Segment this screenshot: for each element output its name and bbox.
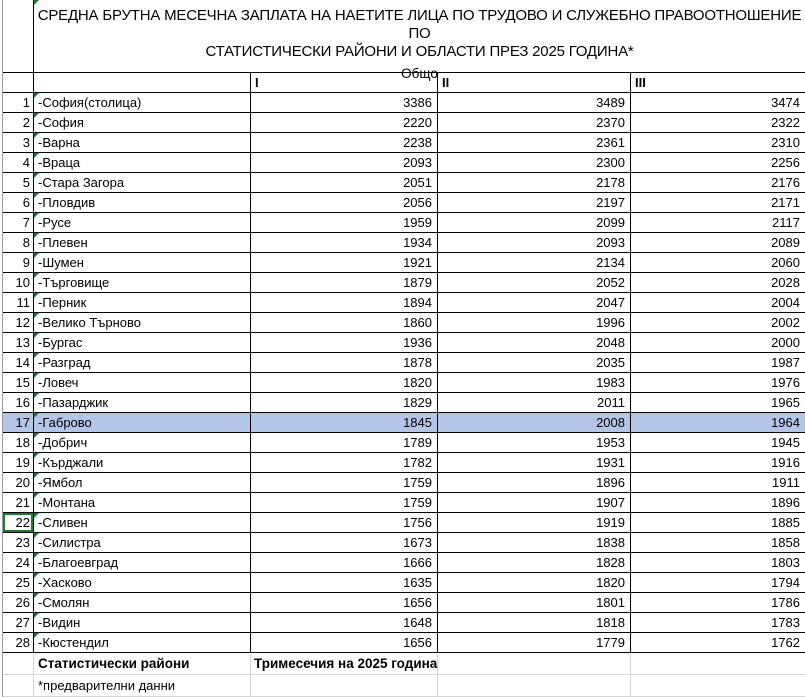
error-indicator-icon [34, 173, 39, 178]
table-row [3, 213, 805, 233]
error-indicator-icon [34, 493, 39, 498]
row-number-cell[interactable]: 5 [3, 173, 34, 193]
region-name: -Добрич [38, 435, 88, 450]
region-name: -Силистра [38, 535, 101, 550]
value-q3-cell[interactable]: 1916 [631, 453, 805, 473]
value-q1-cell[interactable]: 1759 [251, 493, 438, 513]
error-indicator-icon [34, 553, 39, 558]
region-name: -Търговище [38, 275, 110, 290]
region-name-cell[interactable] [34, 573, 251, 593]
note-empty-cell-2[interactable] [438, 675, 631, 697]
region-name: -Варна [38, 135, 80, 150]
table-row [3, 233, 805, 253]
column-header-I[interactable]: I [251, 73, 438, 93]
value-q3-cell[interactable]: 1885 [631, 513, 805, 533]
region-name-cell[interactable] [34, 93, 251, 113]
value-q3-cell[interactable]: 2176 [631, 173, 805, 193]
table-row [3, 433, 805, 453]
value-q1-cell[interactable]: 2056 [251, 193, 438, 213]
table-row [3, 473, 805, 493]
region-name-cell[interactable] [34, 353, 251, 373]
row-number-cell[interactable]: 2 [3, 113, 34, 133]
value-q1-cell[interactable]: 1894 [251, 293, 438, 313]
table-row [3, 113, 805, 133]
table-row [3, 173, 805, 193]
region-name: -Смолян [38, 595, 90, 610]
title-gutter-cell[interactable] [3, 0, 34, 72]
region-name: -Перник [38, 295, 87, 310]
value-q1-cell[interactable]: 1860 [251, 313, 438, 333]
row-number-cell[interactable]: 23 [3, 533, 34, 553]
row-number-cell[interactable]: 6 [3, 193, 34, 213]
table-title-line1: СРЕДНА БРУТНА МЕСЕЧНА ЗАПЛАТА НА НАЕТИТЕ ЛИЦА ПО ТРУДОВО И СЛУЖЕБНО ПРАВООТНОШЕНИЕ ПО [37, 7, 802, 42]
row-number-cell[interactable]: 27 [3, 613, 34, 633]
table-row [3, 333, 805, 353]
error-indicator-icon [34, 293, 39, 298]
row-number-cell[interactable]: 7 [3, 213, 34, 233]
value-q1-cell[interactable]: 1845 [251, 413, 438, 433]
value-q1-cell[interactable]: 1879 [251, 273, 438, 293]
row-number-cell[interactable]: 28 [3, 633, 34, 653]
region-name: -Бургас [38, 335, 83, 350]
error-indicator-icon [34, 313, 39, 318]
row-number-cell[interactable]: 10 [3, 273, 34, 293]
region-name-cell[interactable] [34, 313, 251, 333]
table-row [3, 573, 805, 593]
error-indicator-icon [34, 433, 39, 438]
region-name-cell[interactable] [34, 633, 251, 653]
value-q3-cell[interactable]: 1762 [631, 633, 805, 653]
error-indicator-icon [34, 0, 39, 5]
error-indicator-icon [34, 513, 39, 518]
error-indicator-icon [34, 153, 39, 158]
value-q3-cell[interactable]: 1794 [631, 573, 805, 593]
column-header-row [3, 72, 805, 93]
preliminary-note-cell[interactable]: *предварителни данни [34, 675, 251, 697]
value-q1-cell[interactable]: 1648 [251, 613, 438, 633]
error-indicator-icon [34, 593, 39, 598]
value-q3-cell[interactable]: 3474 [631, 93, 805, 113]
table-row [3, 93, 805, 113]
table-row [3, 493, 805, 513]
footer-empty-cell-2[interactable] [631, 653, 805, 675]
value-q3-cell[interactable]: 1987 [631, 353, 805, 373]
table-row [3, 533, 805, 553]
value-q1-cell[interactable]: 1921 [251, 253, 438, 273]
footer-empty-cell-1[interactable] [438, 653, 631, 675]
value-q3-cell[interactable]: 2089 [631, 233, 805, 253]
region-name: -Ямбол [38, 475, 83, 490]
region-name-cell[interactable] [34, 133, 251, 153]
row-number-cell[interactable]: 16 [3, 393, 34, 413]
region-name: -Шумен [38, 255, 84, 270]
region-name: -София [38, 115, 84, 130]
region-name-cell[interactable] [34, 413, 251, 433]
value-q2-cell[interactable]: 1919 [438, 513, 631, 533]
error-indicator-icon [34, 93, 39, 98]
region-name-cell[interactable] [34, 213, 251, 233]
region-name: -София(столица) [38, 95, 142, 110]
value-q3-cell[interactable]: 1783 [631, 613, 805, 633]
region-name-cell[interactable] [34, 533, 251, 553]
region-name-cell[interactable] [34, 293, 251, 313]
value-q1-cell[interactable]: 1666 [251, 553, 438, 573]
table-row [3, 253, 805, 273]
region-name-cell[interactable] [34, 613, 251, 633]
value-q1-cell[interactable]: 2238 [251, 133, 438, 153]
value-q2-cell[interactable]: 2300 [438, 153, 631, 173]
note-empty-cell-3[interactable] [631, 675, 805, 697]
error-indicator-icon [34, 193, 39, 198]
value-q2-cell[interactable]: 2099 [438, 213, 631, 233]
value-q2-cell[interactable]: 1818 [438, 613, 631, 633]
value-q2-cell[interactable]: 2048 [438, 333, 631, 353]
table-body [3, 93, 805, 653]
table-title-line2: СТАТИСТИЧЕСКИ РАЙОНИ И ОБЛАСТИ ПРЕЗ 2025 ГОДИНА* [205, 43, 634, 60]
region-name-cell[interactable] [34, 373, 251, 393]
value-q3-cell[interactable]: 2310 [631, 133, 805, 153]
region-name: -Стара Загора [38, 175, 125, 190]
value-q3-cell[interactable]: 2028 [631, 273, 805, 293]
regions-label-cell[interactable]: Статистически райони [34, 653, 251, 675]
region-name: -Пловдив [38, 195, 96, 210]
table-row [3, 393, 805, 413]
region-name: -Разград [38, 355, 91, 370]
row-number-cell[interactable]: 26 [3, 593, 34, 613]
error-indicator-icon [34, 273, 39, 278]
value-q2-cell[interactable]: 2093 [438, 233, 631, 253]
error-indicator-icon [34, 413, 39, 418]
row-number-cell[interactable]: 3 [3, 133, 34, 153]
value-q1-cell[interactable]: 1759 [251, 473, 438, 493]
value-q3-cell[interactable]: 2117 [631, 213, 805, 233]
value-q3-cell[interactable]: 1976 [631, 373, 805, 393]
error-indicator-icon [34, 473, 39, 478]
region-name: -Хасково [38, 575, 92, 590]
table-row [3, 273, 805, 293]
value-q3-cell[interactable]: 1911 [631, 473, 805, 493]
row-number-cell[interactable]: 25 [3, 573, 34, 593]
title-block [3, 0, 805, 81]
value-q2-cell[interactable]: 1907 [438, 493, 631, 513]
region-name-cell[interactable] [34, 453, 251, 473]
region-name-cell[interactable] [34, 473, 251, 493]
table-row [3, 413, 805, 433]
table-row [3, 353, 805, 373]
error-indicator-icon [34, 573, 39, 578]
footer-row-note [3, 675, 805, 697]
value-q1-cell[interactable]: 1635 [251, 573, 438, 593]
error-indicator-icon [34, 453, 39, 458]
region-name: -Сливен [38, 515, 88, 530]
row-number-cell[interactable]: 24 [3, 553, 34, 573]
region-name-cell[interactable] [34, 333, 251, 353]
table-row [3, 313, 805, 333]
value-q3-cell[interactable]: 2322 [631, 113, 805, 133]
header-gutter-cell[interactable] [3, 73, 34, 93]
table-subtitle: Общо [401, 66, 438, 81]
value-q1-cell[interactable]: 2093 [251, 153, 438, 173]
table-row [3, 553, 805, 573]
error-indicator-icon [34, 233, 39, 238]
region-name-cell[interactable] [34, 493, 251, 513]
region-name-cell[interactable] [34, 553, 251, 573]
error-indicator-icon [34, 373, 39, 378]
value-q2-cell[interactable]: 2178 [438, 173, 631, 193]
value-q3-cell[interactable]: 1945 [631, 433, 805, 453]
row-number-cell[interactable]: 21 [3, 493, 34, 513]
error-indicator-icon [34, 613, 39, 618]
footer-gutter-cell[interactable] [3, 653, 34, 675]
value-q2-cell[interactable]: 2361 [438, 133, 631, 153]
table-row [3, 613, 805, 633]
value-q2-cell[interactable]: 2035 [438, 353, 631, 373]
region-name-cell[interactable] [34, 153, 251, 173]
value-q3-cell[interactable]: 1896 [631, 493, 805, 513]
value-q2-cell[interactable]: 1931 [438, 453, 631, 473]
value-q3-cell[interactable]: 1786 [631, 593, 805, 613]
value-q2-cell[interactable]: 1996 [438, 313, 631, 333]
value-q3-cell[interactable]: 2000 [631, 333, 805, 353]
value-q1-cell[interactable]: 1756 [251, 513, 438, 533]
table-row [3, 513, 805, 533]
value-q1-cell[interactable]: 1878 [251, 353, 438, 373]
region-name-cell[interactable] [34, 393, 251, 413]
value-q2-cell[interactable]: 2008 [438, 413, 631, 433]
region-name-cell[interactable] [34, 173, 251, 193]
row-number-cell[interactable]: 18 [3, 433, 34, 453]
table-row [3, 453, 805, 473]
row-number-cell[interactable]: 17 [3, 413, 34, 433]
region-name-cell[interactable] [34, 253, 251, 273]
value-q1-cell[interactable]: 1934 [251, 233, 438, 253]
value-q1-cell[interactable]: 2220 [251, 113, 438, 133]
value-q1-cell[interactable]: 1782 [251, 453, 438, 473]
footer-row-labels [3, 653, 805, 675]
error-indicator-icon [34, 333, 39, 338]
value-q1-cell[interactable]: 1673 [251, 533, 438, 553]
value-q1-cell[interactable]: 1789 [251, 433, 438, 453]
value-q2-cell[interactable]: 1983 [438, 373, 631, 393]
region-name-cell[interactable] [34, 233, 251, 253]
error-indicator-icon [34, 633, 39, 638]
value-q3-cell[interactable]: 2256 [631, 153, 805, 173]
region-name: -Монтана [38, 495, 96, 510]
row-number-cell[interactable]: 14 [3, 353, 34, 373]
value-q3-cell[interactable]: 1858 [631, 533, 805, 553]
value-q3-cell[interactable]: 2171 [631, 193, 805, 213]
value-q2-cell[interactable]: 2011 [438, 393, 631, 413]
error-indicator-icon [34, 113, 39, 118]
error-indicator-icon [34, 133, 39, 138]
header-name-cell[interactable] [34, 73, 251, 93]
row-number-cell[interactable]: 13 [3, 333, 34, 353]
value-q2-cell[interactable]: 1953 [438, 433, 631, 453]
value-q3-cell[interactable]: 2002 [631, 313, 805, 333]
region-name: -Велико Търново [38, 315, 142, 330]
row-number-cell[interactable]: 9 [3, 253, 34, 273]
region-name: -Благоевград [38, 555, 119, 570]
value-q1-cell[interactable]: 1656 [251, 633, 438, 653]
row-number-cell[interactable]: 8 [3, 233, 34, 253]
value-q2-cell[interactable]: 2134 [438, 253, 631, 273]
value-q2-cell[interactable]: 1820 [438, 573, 631, 593]
region-name: -Кърджали [38, 455, 104, 470]
value-q1-cell[interactable]: 3386 [251, 93, 438, 113]
value-q2-cell[interactable]: 1896 [438, 473, 631, 493]
table-row [3, 133, 805, 153]
value-q3-cell[interactable]: 1965 [631, 393, 805, 413]
value-q2-cell[interactable]: 1779 [438, 633, 631, 653]
error-indicator-icon [34, 533, 39, 538]
row-number-cell[interactable]: 11 [3, 293, 34, 313]
value-q1-cell[interactable]: 1829 [251, 393, 438, 413]
note-gutter-cell[interactable] [3, 675, 34, 697]
region-name: -Кюстендил [38, 635, 109, 650]
value-q3-cell[interactable]: 1803 [631, 553, 805, 573]
title-cell[interactable] [34, 0, 805, 81]
column-header-II[interactable]: II [438, 73, 631, 93]
table-row [3, 153, 805, 173]
region-name-cell[interactable] [34, 513, 251, 533]
table-row [3, 193, 805, 213]
region-name: -Габрово [38, 415, 92, 430]
value-q1-cell[interactable]: 1936 [251, 333, 438, 353]
table-row [3, 633, 805, 653]
value-q1-cell[interactable]: 1656 [251, 593, 438, 613]
region-name: -Плевен [38, 235, 88, 250]
region-name-cell[interactable] [34, 593, 251, 613]
row-number-cell[interactable]: 4 [3, 153, 34, 173]
region-name-cell[interactable] [34, 433, 251, 453]
error-indicator-icon [34, 213, 39, 218]
row-number-cell[interactable]: 22 [3, 513, 34, 533]
value-q2-cell[interactable]: 2047 [438, 293, 631, 313]
row-number-cell[interactable]: 20 [3, 473, 34, 493]
value-q2-cell[interactable]: 2197 [438, 193, 631, 213]
region-name-cell[interactable] [34, 193, 251, 213]
value-q3-cell[interactable]: 1964 [631, 413, 805, 433]
table-row [3, 293, 805, 313]
value-q1-cell[interactable]: 1820 [251, 373, 438, 393]
region-name-cell[interactable] [34, 273, 251, 293]
region-name: -Русе [38, 215, 72, 230]
value-q2-cell[interactable]: 2052 [438, 273, 631, 293]
value-q3-cell[interactable]: 2060 [631, 253, 805, 273]
value-q1-cell[interactable]: 1959 [251, 213, 438, 233]
row-number-cell[interactable]: 1 [3, 93, 34, 113]
region-name: -Видин [38, 615, 81, 630]
error-indicator-icon [34, 353, 39, 358]
note-empty-cell-1[interactable] [251, 675, 438, 697]
row-number-cell[interactable]: 12 [3, 313, 34, 333]
value-q2-cell[interactable]: 1801 [438, 593, 631, 613]
value-q2-cell[interactable]: 3489 [438, 93, 631, 113]
region-name: -Ловеч [38, 375, 79, 390]
value-q2-cell[interactable]: 1838 [438, 533, 631, 553]
error-indicator-icon [34, 393, 39, 398]
row-number-cell[interactable]: 19 [3, 453, 34, 473]
value-q3-cell[interactable]: 2004 [631, 293, 805, 313]
value-q1-cell[interactable]: 2051 [251, 173, 438, 193]
spreadsheet-table [2, 0, 805, 697]
region-name: -Враца [38, 155, 81, 170]
region-name-cell[interactable] [34, 113, 251, 133]
region-name: -Пазарджик [38, 395, 109, 410]
row-number-cell[interactable]: 15 [3, 373, 34, 393]
table-row [3, 593, 805, 613]
value-q2-cell[interactable]: 2370 [438, 113, 631, 133]
column-header-III[interactable]: III [631, 73, 805, 93]
table-row [3, 373, 805, 393]
quarters-label-cell[interactable]: Тримесечия на 2025 година [251, 653, 438, 675]
error-indicator-icon [34, 253, 39, 258]
value-q2-cell[interactable]: 1828 [438, 553, 631, 573]
